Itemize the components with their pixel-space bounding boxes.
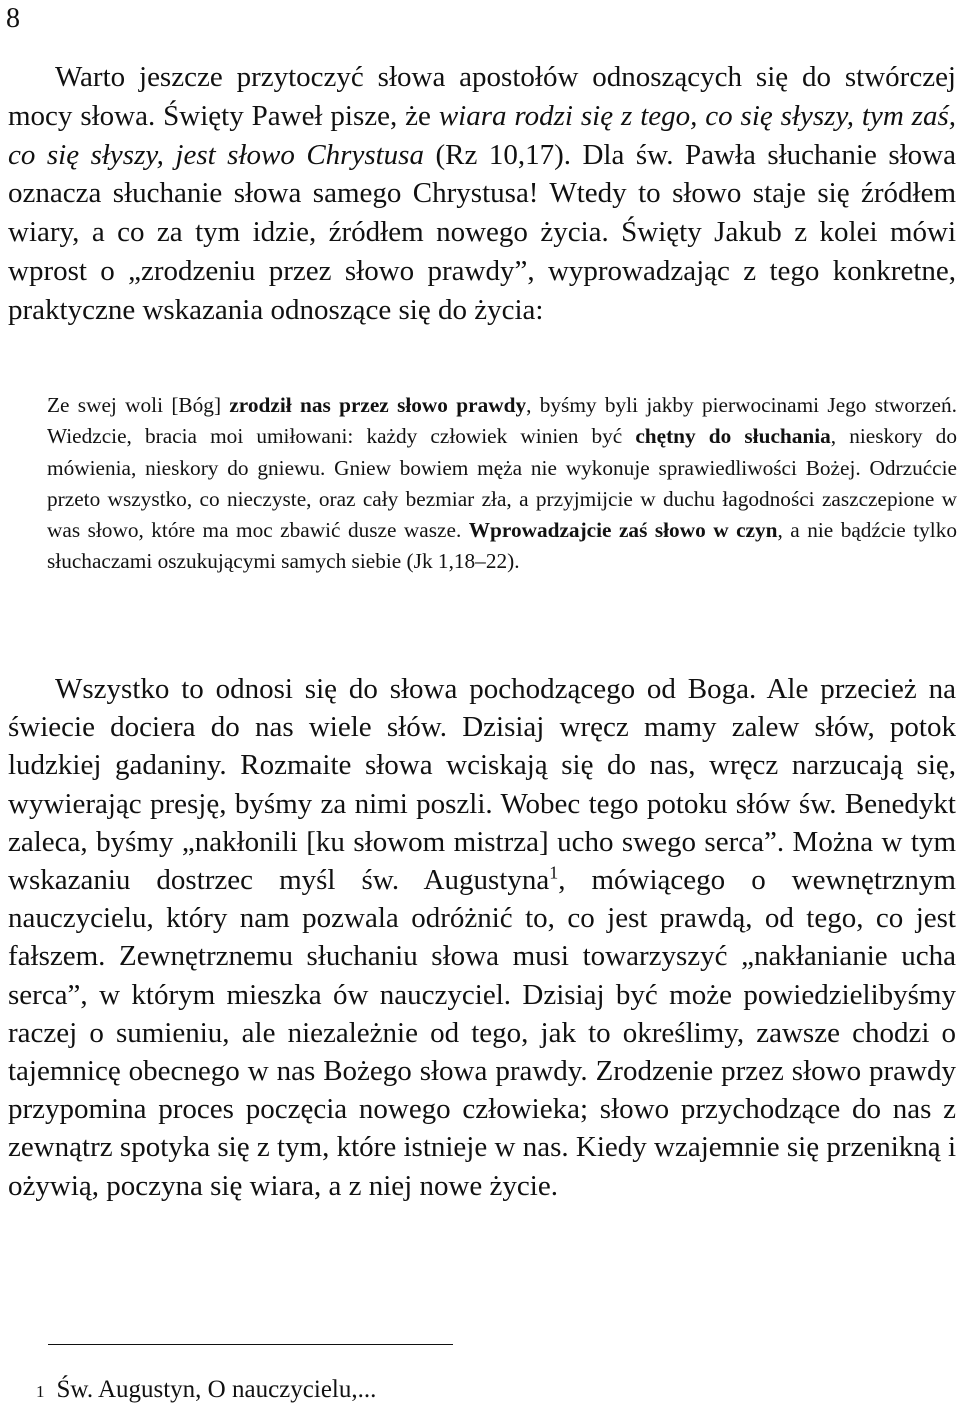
paragraph-intro xyxy=(8,58,956,330)
paragraph-main-text-2: , mówiącego o wewnętrznym nauczycielu, który nam pozwala odróżnić to, co jest prawdą, od tego, co jest fałszem. Zewnętrznemu słuchaniu słowa musi towarzyszyć „nakłanianie ucha serca”, w którym mieszka ów nauczyciel. Dzisiaj być może powiedzielibyśmy raczej o sumieniu, ale niezależnie od tego, jak to określimy, zawsze chodzi o tajemnicę obecnego w nas Bożego słowa prawdy. Zrodzenie przez słowo prawdy przypomina proces poczęcia nowego człowieka; słowo przychodzące do nas z zewnątrz spotyka się z tym, które istnieje w nas. Kiedy wzajemnie się przenikną i ożywią, poczyna się wiara, a z niej nowe życie. xyxy=(8,864,956,1202)
footnote-mark: 1 xyxy=(36,1382,45,1401)
paragraph-intro-text-2: (Rz 10,17). Dla św. Pawła słuchanie słowa oznacza słuchanie słowa samego Chrystusa! Wtedy to słowo staje się źródłem wiary, a co za tym idzie, źródłem nowego życia. Święty Jakub z kolei mówi wprost o „zrodzeniu przez słowo prawdy”, wyprowadzając z tego konkretne, praktyczne wskazania odnoszące się do życia: xyxy=(8,138,956,326)
paragraph-intro-italic-quote: wiara rodzi się z tego, co się słyszy, tym zaś, co się słyszy, jest słowo Chrystusa xyxy=(8,99,956,171)
page-number: 8 xyxy=(6,3,20,34)
quote-text-2: , byśmy byli jakby pierwocinami Jego stworzeń. Wiedzcie, bracia moi umiłowani: każdy człowiek winien być xyxy=(47,393,957,449)
quote-bold-2: chętny do słuchania xyxy=(635,424,831,449)
footnote-divider xyxy=(48,1344,453,1345)
quote-text-4: , a nie bądźcie tylko słuchaczami oszukującymi samych siebie (Jk 1,18–22). xyxy=(47,518,957,574)
footnote-text: Św. Augustyn, O nauczycielu,... xyxy=(56,1376,377,1403)
quote-text-3: , nieskory do mówienia, nieskory do gniewu. Gniew bowiem męża nie wykonuje sprawiedliwości Bożej. Odrzućcie przeto wszystko, co nieczyste, oraz cały bezmiar zła, a przyjmijcie w duchu łagodności zaszczepione w was słowo, które ma moc zbawić dusze wasze. xyxy=(47,424,957,543)
paragraph-intro-text-1: Warto jeszcze przytoczyć słowa apostołów odnoszących się do stwórczej mocy słowa. Święty Paweł pisze, że xyxy=(8,61,956,132)
footnote-reference[interactable]: 1 xyxy=(549,862,559,883)
footnote xyxy=(36,1375,376,1405)
quote-bold-3: Wprowadzajcie zaś słowo w czyn xyxy=(468,518,778,543)
paragraph-main xyxy=(8,670,956,1205)
paragraph-main-text-1: Wszystko to odnosi się do słowa pochodzącego od Boga. Ale przecież na świecie dociera do nas wiele słów. Dzisiaj wręcz mamy zalew słów, potok ludzkiej gadaniny. Rozmaite słowa wciskają się do nas, wręcz narzucają się, wywierając presję, byśmy za nimi poszli. Wobec tego potoku słów św. Benedykt zaleca, byśmy „nakłonili [ku słowom mistrza] ucho swego serca”. Można w tym wskazaniu dostrzec myśl św. Augustyna xyxy=(8,673,956,897)
quote-bold-1: zrodził nas przez słowo prawdy xyxy=(229,393,527,417)
block-quote xyxy=(47,390,957,578)
quote-text-1: Ze swej woli [Bóg] xyxy=(47,393,230,417)
